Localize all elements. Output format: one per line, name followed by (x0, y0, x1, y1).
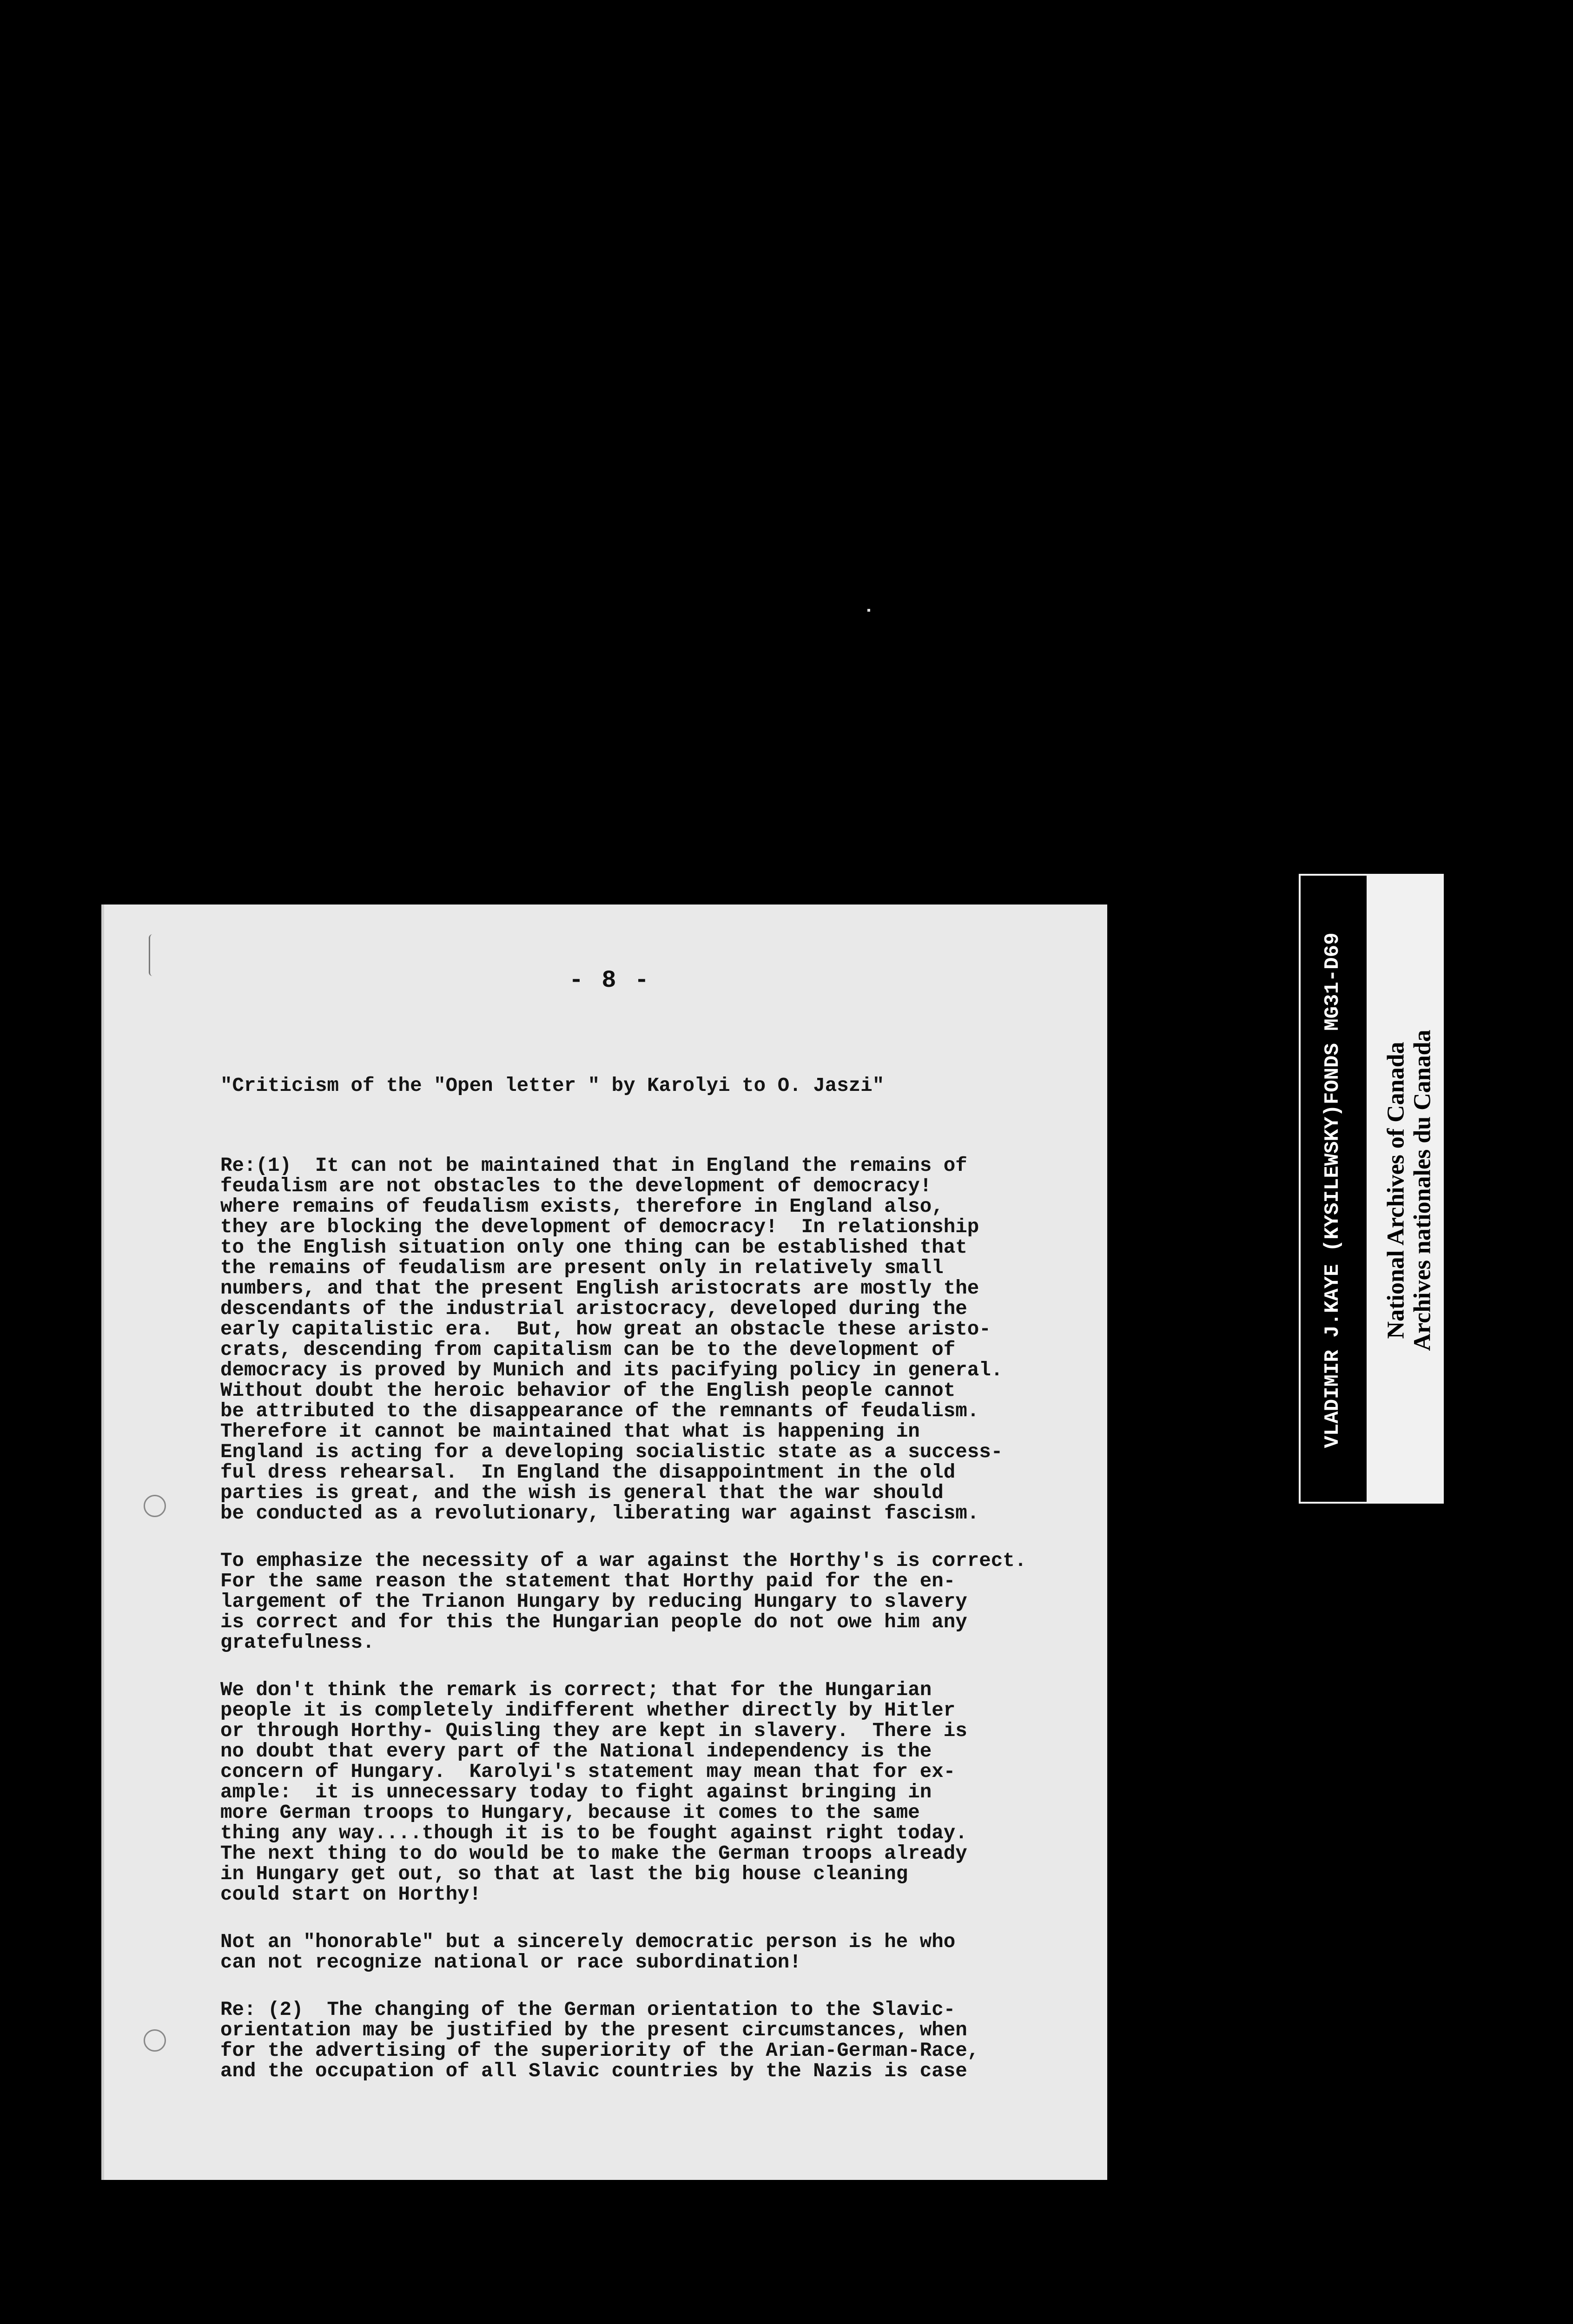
text-line: or through Horthy- Quisling they are kept in slavery. There is (220, 1720, 967, 1742)
corner-staple-mark (149, 934, 178, 976)
text-line: thing any way....though it is to be fought against right today. (220, 1822, 967, 1844)
page-number: - 8 - (569, 967, 651, 994)
text-line: The next thing to do would be to make the German troops already (220, 1842, 967, 1865)
text-line: democracy is proved by Munich and its pacifying policy in general. (220, 1359, 1003, 1381)
text-line: crats, descending from capitalism can be to the development of (220, 1339, 956, 1361)
text-line: be conducted as a revolutionary, liberating war against fascism. (220, 1502, 979, 1525)
text-line: no doubt that every part of the National independency is the (220, 1740, 932, 1763)
text-line: descendants of the industrial aristocracy, developed during the (220, 1298, 967, 1320)
archive-name-english: National Archives of Canada (1382, 1042, 1409, 1339)
paragraph (220, 2000, 1104, 2081)
text-line: concern of Hungary. Karolyi's statement may mean that for ex- (220, 1761, 956, 1783)
text-line: in Hungary get out, so that at last the big house cleaning (220, 1863, 908, 1885)
text-line: Without doubt the heroic behavior of the English people cannot (220, 1380, 956, 1402)
punch-hole (144, 2029, 166, 2052)
text-line: and the occupation of all Slavic countries by the Nazis is case (220, 2060, 967, 2082)
text-line: more German troops to Hungary, because it comes to the same (220, 1802, 920, 1824)
text-line: to the English situation only one thing can be established that (220, 1236, 967, 1259)
text-line: largement of the Trianon Hungary by reducing Hungary to slavery (220, 1591, 967, 1613)
text-line: can not recognize national or race subordination! (220, 1951, 801, 1974)
text-line: where remains of feudalism exists, therefore in England also, (220, 1195, 944, 1218)
text-line: Therefore it cannot be maintained that what is happening in (220, 1420, 920, 1443)
text-line: orientation may be justified by the present circumstances, when (220, 2019, 967, 2041)
text-line: could start on Horthy! (220, 1883, 482, 1906)
punch-hole (144, 1495, 166, 1517)
text-line: feudalism are not obstacles to the development of democracy! (220, 1175, 932, 1197)
text-line: people it is completely indifferent whether directly by Hitler (220, 1699, 956, 1722)
text-line: Re: (2) The changing of the German orientation to the Slavic- (220, 1999, 956, 2021)
text-line: Re:(1) It can not be maintained that in England the remains of (220, 1155, 967, 1177)
paragraph (220, 1155, 1104, 1524)
text-line: To emphasize the necessity of a war against the Horthy's is correct. (220, 1550, 1027, 1572)
text-line: the remains of feudalism are present only in relatively small (220, 1257, 944, 1279)
text-line: early capitalistic era. But, how great an obstacle these aristo- (220, 1318, 991, 1340)
text-line: numbers, and that the present English aristocrats are mostly the (220, 1277, 979, 1300)
document-title: "Criticism of the "Open letter " by Karolyi to O. Jaszi" (220, 1075, 885, 1097)
text-line: For the same reason the statement that Horthy paid for the en- (220, 1570, 956, 1592)
text-line: be attributed to the disappearance of the remnants of feudalism. (220, 1400, 979, 1422)
text-line: ample: it is unnecessary today to fight against bringing in (220, 1781, 932, 1803)
text-line: Not an "honorable" but a sincerely democratic person is he who (220, 1931, 956, 1953)
fonds-reference: VLADIMIR J.KAYE (KYSILEWSKY)FONDS MG31-D69 (1321, 932, 1344, 1448)
paragraph (220, 1551, 1104, 1653)
text-line: gratefulness. (220, 1631, 375, 1654)
film-speck (867, 609, 870, 612)
text-line: is correct and for this the Hungarian people do not owe him any (220, 1611, 967, 1633)
archive-name-french: Archives nationales du Canada (1409, 1030, 1436, 1351)
text-line: they are blocking the development of democracy! In relationship (220, 1216, 979, 1238)
text-line: for the advertising of the superiority of the Arian-German-Race, (220, 2040, 979, 2062)
paragraph (220, 1932, 1104, 1973)
text-line: ful dress rehearsal. In England the disappointment in the old (220, 1461, 956, 1484)
text-line: parties is great, and the wish is general that the war should (220, 1482, 944, 1504)
document-page (101, 905, 1107, 2180)
archive-stamp (1299, 874, 1444, 1504)
text-line: England is acting for a developing socialistic state as a success- (220, 1441, 1003, 1463)
paragraph (220, 1680, 1104, 1905)
document-body (220, 1035, 1104, 2108)
text-line: We don't think the remark is correct; that for the Hungarian (220, 1679, 932, 1701)
